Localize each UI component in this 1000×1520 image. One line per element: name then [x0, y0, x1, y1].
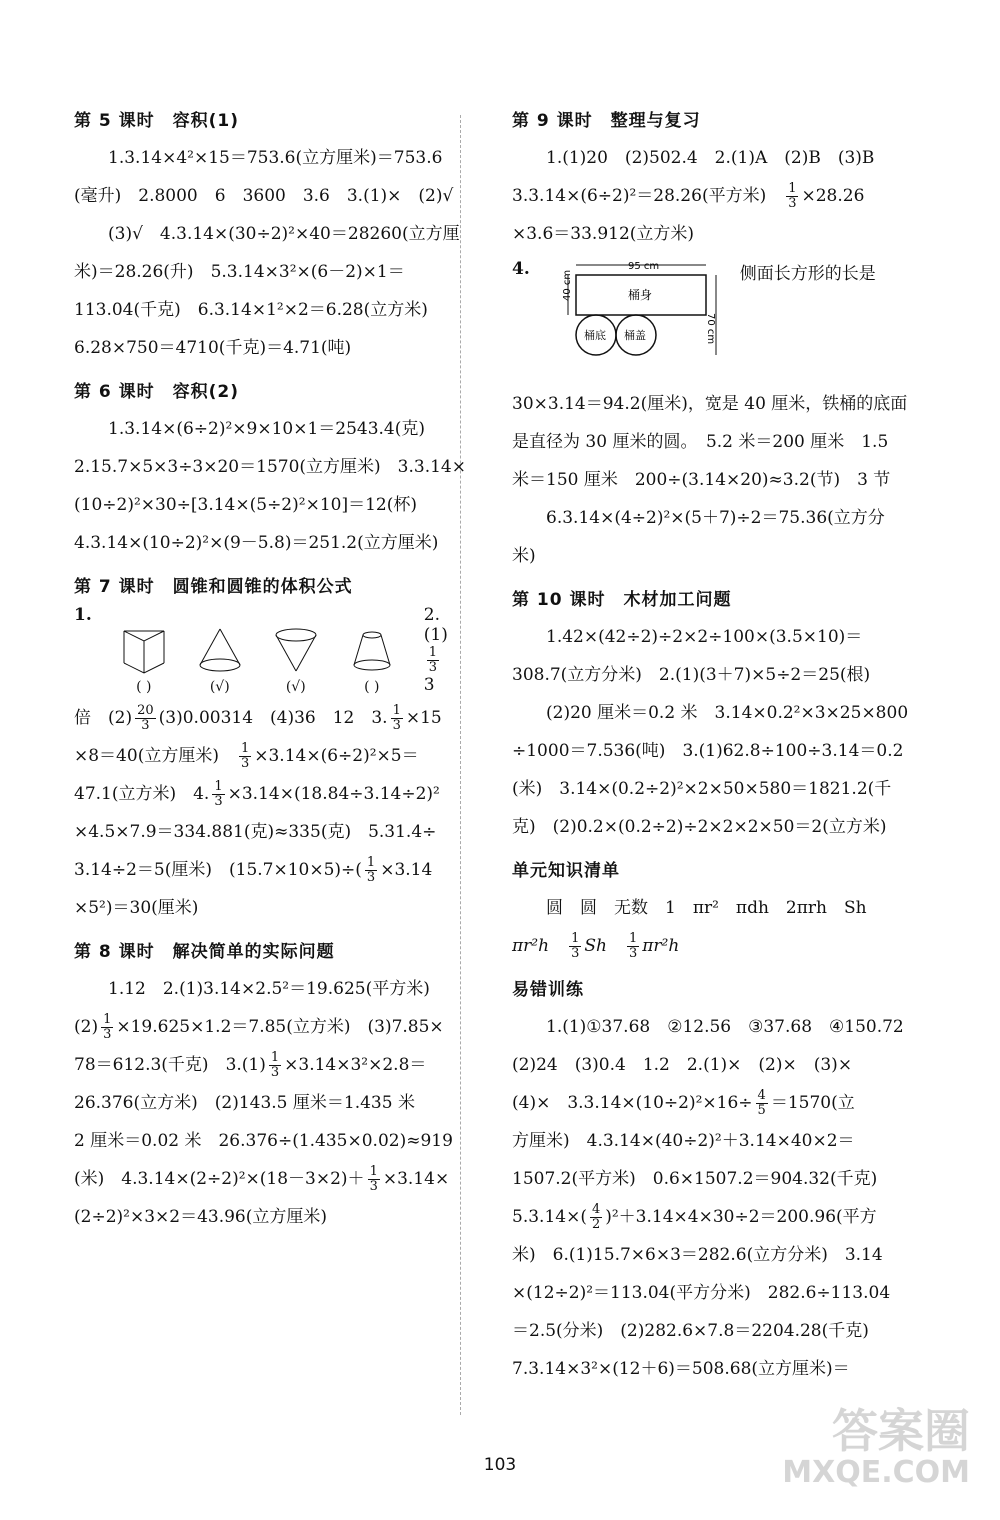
section-title: 单元知识清单	[512, 861, 620, 881]
denominator: 3	[141, 718, 150, 733]
fraction	[101, 1013, 113, 1042]
answer-line: 4.3.14×(10÷2)²×(9－5.8)＝251.2(立方厘米)	[74, 533, 439, 553]
answer-line	[512, 1198, 892, 1236]
bucket-net-diagram	[512, 259, 892, 379]
section-lesson-10	[512, 585, 909, 846]
answer-line: 6.3.14×(4÷2)²×(5＋7)÷2＝75.36(立方分	[546, 508, 885, 528]
answer-line: 是直径为 30 厘米的圆。 5.2 米＝200 厘米 1.5	[512, 432, 889, 452]
denominator: 3	[392, 718, 401, 733]
fraction	[212, 780, 224, 809]
answer-line: 克) (2)0.2×(0.2÷2)÷2×2×2×50＝2(立方米)	[512, 817, 887, 837]
numerator: 1	[103, 1012, 112, 1027]
choice-mark: (√)	[209, 679, 230, 695]
answer-line: 米)	[512, 546, 536, 566]
fraction	[368, 1165, 380, 1194]
answer-line: 30×3.14＝94.2(厘米)，宽是 40 厘米，铁桶的底面	[512, 394, 908, 414]
answer-line: 1.(1)①37.68 ②12.56 ③37.68 ④150.72	[546, 1017, 904, 1037]
answer-line: 308.7(立方分米) 2.(1)(3＋7)×5÷2＝25(根)	[512, 665, 871, 685]
page-number: 103	[483, 1455, 517, 1475]
numerator: 4	[757, 1088, 766, 1103]
answer-text: ×3.14×(6÷2)²×5＝	[254, 746, 419, 766]
answer-text: 侧面长方形的长是	[739, 264, 876, 284]
answer-line: 1.3.14×(6÷2)²×9×10×1＝2543.4(克)	[108, 419, 426, 439]
answer-text: 78＝612.3(千克) 3.(1)	[74, 1055, 266, 1075]
denominator: 3	[366, 870, 376, 885]
section-title: 易错训练	[512, 980, 584, 1000]
fraction	[627, 932, 639, 961]
height-label-40: 40 cm	[561, 269, 573, 301]
section-lesson-7	[74, 572, 454, 927]
answer-line: ×4.5×7.9＝334.881(克)≈335(克) 5.31.4÷	[74, 822, 437, 842]
answer-text: 47.1(立方米) 4.	[74, 784, 210, 804]
watermark-logo-text: 答案圈	[832, 1404, 970, 1458]
bottom-label: 桶底	[583, 329, 606, 342]
denominator: 3	[628, 946, 638, 961]
answer-text: ×3.14×3²×2.8＝	[284, 1055, 427, 1075]
numerator: 1	[270, 1050, 280, 1065]
body-label: 桶身	[627, 288, 652, 302]
section-title: 第 8 课时 解决简单的实际问题	[74, 942, 335, 962]
section-lesson-9	[512, 106, 908, 575]
answer-text: ×19.625×1.2＝7.85(立方米) (3)7.85×	[116, 1017, 444, 1037]
answer-line: 圆 圆 无数 1 πr² πdh 2πrh Sh	[546, 898, 867, 918]
answer-line	[512, 1084, 892, 1122]
answer-line: 6.28×750＝4710(千克)＝4.71(吨)	[74, 338, 352, 358]
denominator: 3	[369, 1179, 378, 1194]
answer-line: ÷1000＝7.536(吨) 3.(1)62.8÷100÷3.14＝0.2	[512, 741, 904, 761]
right-column	[512, 96, 909, 1388]
denominator: 3	[571, 946, 580, 961]
answer-line: 1507.2(平方米) 0.6×1507.2＝904.32(千克)	[512, 1169, 878, 1189]
answer-line: ＝2.5(分米) (2)282.6×7.8＝2204.28(千克)	[512, 1321, 869, 1341]
bucket-net-figure	[540, 259, 730, 379]
fraction	[786, 182, 798, 211]
answer-line: 米＝150 厘米 200÷(3.14×20)≈3.2(节) 3 节	[512, 470, 891, 490]
frustum-choice	[348, 625, 396, 695]
choice-mark: (√)	[285, 679, 306, 695]
section-lesson-6	[74, 377, 466, 562]
answer-line	[74, 699, 454, 737]
numerator: 1	[240, 741, 250, 756]
answer-line	[74, 851, 454, 889]
answer-line: (毫升) 2.8000 6 3600 3.6 3.(1)× (2)√	[74, 186, 454, 206]
answer-text: 倍 (2)	[74, 708, 133, 728]
fraction	[365, 856, 377, 885]
inverted-cone-choice	[272, 625, 320, 695]
answer-line: (2)24 (3)0.4 1.2 2.(1)× (2)× (3)×	[512, 1055, 853, 1075]
prism-choice	[120, 625, 168, 695]
answer-line: (2÷2)²×3×2＝43.96(立方厘米)	[74, 1207, 328, 1227]
triangular-prism-icon	[120, 625, 168, 675]
height-label-70: 70 cm	[704, 313, 716, 345]
denominator: 3	[788, 196, 797, 211]
formula: πr²h	[512, 936, 550, 956]
answer-text: ×3.14	[380, 860, 433, 880]
numerator: 1	[369, 1164, 378, 1179]
left-column	[74, 96, 466, 1236]
answer-text: (米) 4.3.14×(2÷2)²×(18－3×2)＋	[74, 1169, 365, 1189]
numerator: 1	[214, 779, 223, 794]
denominator: 3	[428, 660, 438, 675]
inverted-cone-icon	[272, 625, 320, 675]
answer-line: 1.42×(42÷2)÷2×2÷100×(3.5×10)＝	[546, 627, 863, 647]
answer-line	[74, 1046, 454, 1084]
answer-text: (4)× 3.3.14×(10÷2)²×16÷	[512, 1093, 753, 1113]
answer-line: 方厘米) 4.3.14×(40÷2)²＋3.14×40×2＝	[512, 1131, 855, 1151]
answer-text: 3.3.14×(6÷2)²＝28.26(平方米)	[512, 186, 767, 206]
numerator: 1	[392, 703, 401, 718]
denominator: 3	[270, 1065, 280, 1080]
answer-text: (3)0.00314 (4)36 12 3.	[158, 708, 388, 728]
cone-choice	[196, 625, 244, 695]
question-number: 1.	[74, 605, 92, 625]
section-lesson-8	[74, 937, 454, 1236]
section-title: 第 10 课时 木材加工问题	[512, 590, 732, 610]
answer-text: 3	[423, 675, 435, 695]
fraction	[135, 704, 156, 733]
answer-line	[74, 1008, 454, 1046]
answer-text: ×15	[405, 708, 442, 728]
choice-mark: ( )	[136, 679, 152, 695]
answer-line: 2 厘米＝0.02 米 26.376÷(1.435×0.02)≈919	[74, 1131, 453, 1151]
denominator: 2	[591, 1217, 601, 1232]
answer-line: ×(12÷2)²＝113.04(平方分米) 282.6÷113.04	[512, 1283, 891, 1303]
answer-text: (2)	[74, 1017, 99, 1037]
answer-line: 米)＝28.26(升) 5.3.14×3²×(6－2)×1＝	[74, 262, 405, 282]
fraction	[391, 704, 403, 733]
site-watermark	[782, 1406, 970, 1490]
answer-line: 1.12 2.(1)3.14×2.5²＝19.625(平方米)	[108, 979, 430, 999]
denominator: 3	[240, 756, 250, 771]
lid-label: 桶盖	[623, 329, 646, 342]
frustum-icon	[348, 625, 396, 675]
numerator: 1	[571, 931, 580, 946]
answer-text: 5.3.14×(	[512, 1207, 587, 1227]
fraction	[590, 1203, 602, 1232]
answer-fragment	[424, 605, 454, 695]
column-divider	[460, 115, 461, 1415]
formula: πr²h	[642, 936, 680, 956]
section-title: 第 9 课时 整理与复习	[512, 111, 701, 131]
cone-icon	[196, 625, 244, 675]
denominator: 3	[214, 794, 223, 809]
answer-line	[74, 775, 454, 813]
answer-line: 1.(1)20 (2)502.4 2.(1)A (2)B (3)B	[546, 148, 875, 168]
answer-line: (10÷2)²×30÷[3.14×(5÷2)²×10]＝12(杯)	[74, 495, 417, 515]
answer-text: ×3.14×	[382, 1169, 450, 1189]
formula: Sh	[584, 936, 607, 956]
answer-text: 2.(1)	[423, 605, 448, 645]
section-lesson-5	[74, 106, 460, 367]
fraction	[569, 932, 581, 961]
answer-line: 2.15.7×5×3÷3×20＝1570(立方厘米) 3.3.14×	[74, 457, 466, 477]
section-title: 第 7 课时 圆锥和圆锥的体积公式	[74, 577, 353, 597]
width-label: 95 cm	[627, 261, 659, 272]
section-title: 第 6 课时 容积(2)	[74, 382, 240, 402]
answer-text: ＝1570(立	[770, 1093, 855, 1113]
shape-row	[74, 605, 454, 695]
fraction	[269, 1051, 281, 1080]
answer-line	[74, 737, 454, 775]
choice-mark: ( )	[364, 679, 380, 695]
answer-line: (2)20 厘米＝0.2 米 3.14×0.2²×3×25×800	[546, 703, 909, 723]
answer-line	[512, 177, 892, 215]
numerator: 20	[137, 703, 154, 718]
answer-line: 米) 6.(1)15.7×6×3＝282.6(立方分米) 3.14	[512, 1245, 883, 1265]
fraction	[427, 646, 439, 675]
denominator: 3	[103, 1027, 112, 1042]
numerator: 1	[788, 181, 797, 196]
numerator: 1	[428, 645, 438, 660]
numerator: 1	[366, 855, 376, 870]
answer-line	[512, 927, 892, 965]
answer-line: (3)√ 4.3.14×(30÷2)²×40＝28260(立方厘	[108, 224, 460, 244]
answer-line: ×5²)＝30(厘米)	[74, 898, 199, 918]
denominator: 5	[757, 1103, 766, 1118]
answer-line: 7.3.14×3²×(12＋6)＝508.68(立方厘米)＝	[512, 1359, 850, 1379]
answer-line: ×3.6＝33.912(立方米)	[512, 224, 695, 244]
answer-line: 113.04(千克) 6.3.14×1²×2＝6.28(立方米)	[74, 300, 428, 320]
section-unit-summary	[512, 856, 892, 965]
answer-text: ×28.26	[801, 186, 865, 206]
numerator: 4	[591, 1202, 601, 1217]
answer-text: 3.14÷2＝5(厘米) (15.7×10×5)÷(	[74, 860, 362, 880]
answer-line: 1.3.14×4²×15＝753.6(立方厘米)＝753.6	[108, 148, 443, 168]
fraction	[756, 1089, 768, 1118]
answer-text: ×3.14×(18.84÷3.14÷2)²	[227, 784, 440, 804]
section-title: 第 5 课时 容积(1)	[74, 111, 240, 131]
answer-line: 26.376(立方米) (2)143.5 厘米＝1.435 米	[74, 1093, 415, 1113]
section-error-drill	[512, 975, 904, 1388]
watermark-url: MXQE.COM	[782, 1455, 970, 1490]
fraction	[239, 742, 251, 771]
answer-text: ×8＝40(立方厘米)	[74, 746, 219, 766]
question-number: 4.	[512, 259, 530, 279]
answer-line	[74, 1160, 454, 1198]
numerator: 1	[628, 931, 638, 946]
answer-line: (米) 3.14×(0.2÷2)²×2×50×580＝1821.2(千	[512, 779, 892, 799]
answer-text: )²＋3.14×4×30÷2＝200.96(平方	[605, 1207, 877, 1227]
